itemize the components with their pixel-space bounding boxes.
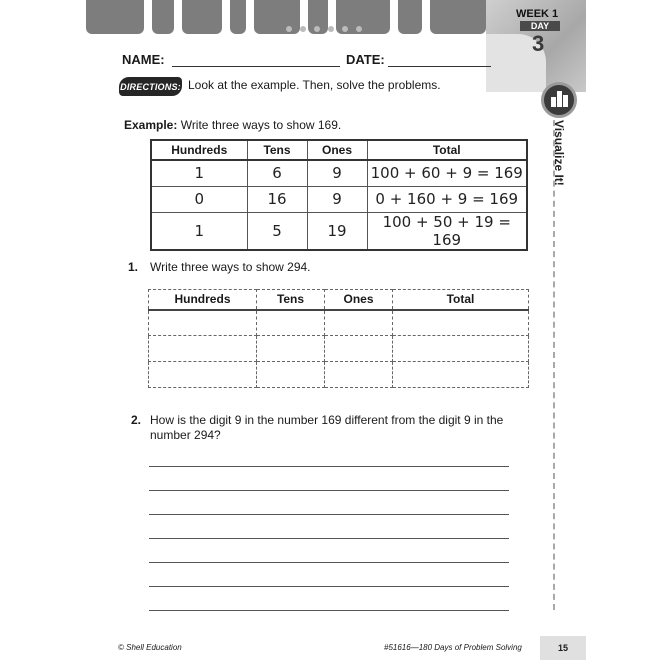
cell-ones: 19 [307,212,367,250]
cell-hundreds: 1 [151,212,247,250]
answer-cell[interactable] [257,336,325,362]
header-total: Total [367,140,527,160]
week-label: WEEK 1 [516,8,559,20]
answer-line[interactable] [149,538,509,539]
answer-line[interactable] [149,466,509,467]
header-ones: Ones [307,140,367,160]
name-label: NAME: [122,52,165,67]
answer-cell[interactable] [325,310,393,336]
answer-line[interactable] [149,490,509,491]
cell-total: 0 + 160 + 9 = 169 [367,186,527,212]
cell-ones: 9 [307,186,367,212]
answer-line[interactable] [149,514,509,515]
cell-tens: 16 [247,186,307,212]
cell-tens: 5 [247,212,307,250]
answer-cell[interactable] [149,362,257,388]
date-label: DATE: [346,52,385,67]
answer-line[interactable] [149,610,509,611]
cell-total: 100 + 50 + 19 = 169 [367,212,527,250]
table-row [149,310,529,336]
header-hundreds: Hundreds [149,290,257,310]
header-decoration [86,0,486,34]
example-prompt [124,118,341,132]
side-tab-label: Visualize It! [552,120,566,186]
date-field[interactable] [388,66,491,67]
answer-cell[interactable] [393,310,529,336]
question-2-text: How is the digit 9 in the number 169 different from the digit 9 in the number 294? [150,413,504,442]
footer-publisher: © Shell Education [118,643,182,652]
day-label: DAY [520,21,560,31]
answer-cell[interactable] [257,310,325,336]
directions-badge: DIRECTIONS: [119,77,182,96]
cell-total: 100 + 60 + 9 = 169 [367,160,527,186]
header-hundreds: Hundreds [151,140,247,160]
footer-book-title: #51616—180 Days of Problem Solving [384,643,522,652]
day-number: 3 [532,31,545,56]
cell-hundreds: 1 [151,160,247,186]
answer-cell[interactable] [325,336,393,362]
example-table [150,139,528,251]
question-1-number: 1. [128,260,139,274]
answer-cell[interactable] [149,310,257,336]
answer-cell[interactable] [149,336,257,362]
table-row [151,212,527,250]
day-tab [486,0,586,92]
example-text: Write three ways to show 169. [180,118,342,132]
page-number: 15 [540,636,586,660]
table-row [151,160,527,186]
directions-text: Look at the example. Then, solve the problems. [188,78,441,92]
answer-cell[interactable] [257,362,325,388]
answer-cell[interactable] [393,362,529,388]
name-field[interactable] [172,66,340,67]
cell-tens: 6 [247,160,307,186]
answer-cell[interactable] [393,336,529,362]
header-ones: Ones [325,290,393,310]
cell-hundreds: 0 [151,186,247,212]
bar-chart-icon [541,82,577,118]
table-header-row [149,290,529,310]
answer-line[interactable] [149,562,509,563]
answer-line[interactable] [149,586,509,587]
answer-cell[interactable] [325,362,393,388]
table-header-row [151,140,527,160]
question-1-text: Write three ways to show 294. [150,260,311,274]
table-row [149,362,529,388]
table-row [149,336,529,362]
header-tens: Tens [247,140,307,160]
question-2-number: 2. [131,413,142,427]
header-tens: Tens [257,290,325,310]
example-label: Example: [124,118,178,132]
question-1-table [148,289,529,388]
cell-ones: 9 [307,160,367,186]
header-total: Total [393,290,529,310]
table-row [151,186,527,212]
